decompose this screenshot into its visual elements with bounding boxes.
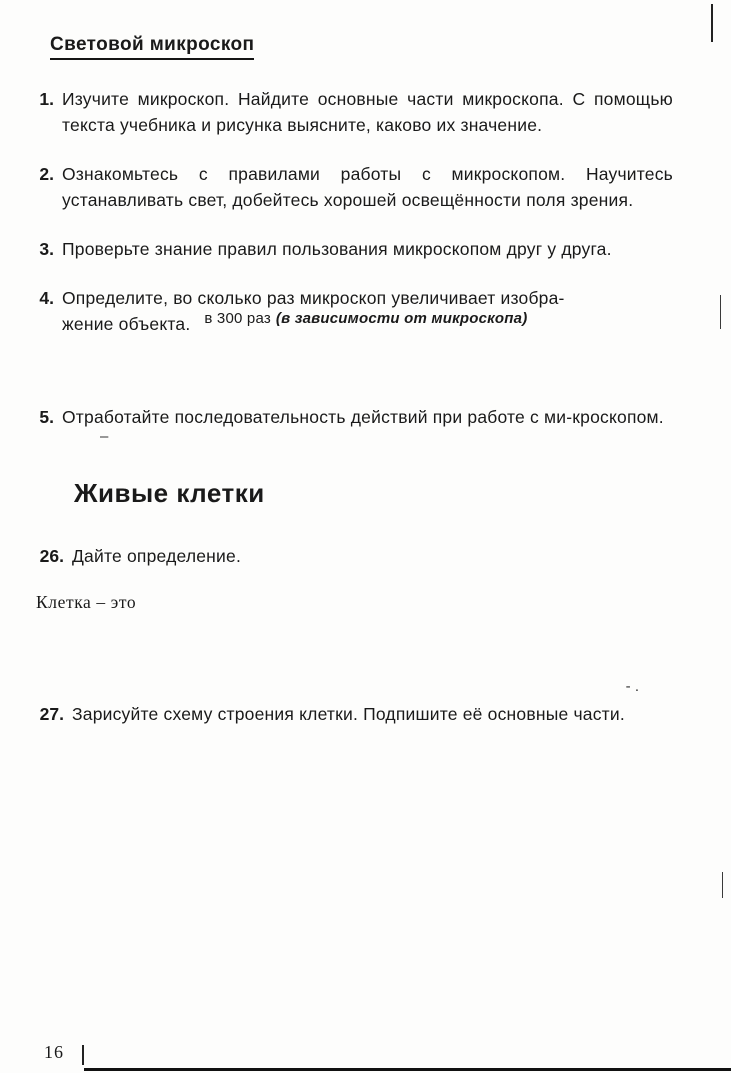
scan-artifact-dash: - . bbox=[625, 678, 639, 695]
task-text: Отработайте последовательность действий при работе с ми-кроскопом. bbox=[62, 407, 664, 427]
scan-artifact-line bbox=[722, 872, 723, 898]
scan-artifact-line bbox=[711, 4, 713, 42]
question-item-27 bbox=[28, 701, 673, 727]
task-text bbox=[62, 285, 673, 339]
task-item-5 bbox=[28, 404, 673, 430]
handwritten-answer bbox=[204, 306, 527, 332]
question-text: Дайте определение. bbox=[72, 546, 242, 566]
task-item-4 bbox=[28, 285, 673, 339]
bottom-rule bbox=[84, 1068, 731, 1071]
section-heading: Живые клетки bbox=[74, 478, 265, 508]
task-number: 1. bbox=[39, 89, 54, 109]
question-item-26 bbox=[28, 543, 673, 569]
vertical-gap bbox=[28, 362, 673, 404]
scan-artifact-dash: – bbox=[100, 428, 109, 445]
page-title: Световой микроскоп bbox=[50, 34, 254, 60]
question-number: 26. bbox=[39, 546, 64, 566]
task-text: Ознакомьтесь с правилами работы с микроскопом. Научитесь устанавливать свет, добейтесь хорошей освещённости поля зрения. bbox=[62, 164, 673, 210]
task-item-2 bbox=[28, 161, 673, 213]
question-text: Зарисуйте схему строения клетки. Подпишите её основные части. bbox=[72, 704, 625, 724]
scan-artifact-line bbox=[82, 1045, 84, 1065]
vertical-gap bbox=[28, 615, 673, 701]
task-4-line-2: жение объекта. bbox=[62, 314, 191, 334]
question-number: 27. bbox=[39, 704, 64, 724]
task-number: 2. bbox=[39, 164, 54, 184]
task-text: Проверьте знание правил пользования микроскопом друг у друга. bbox=[62, 239, 612, 259]
scan-artifact-line bbox=[720, 295, 721, 329]
task-number: 5. bbox=[39, 407, 54, 427]
task-number: 4. bbox=[39, 288, 54, 308]
title-wrap bbox=[28, 34, 673, 86]
page-content bbox=[28, 34, 673, 747]
task-text: Изучите микроскоп. Найдите основные части микроскопа. С помощью текста учебника и рисунка выясните, каково их значение. bbox=[62, 89, 673, 135]
handwritten-answer-plain: в 300 раз bbox=[204, 310, 271, 327]
task-number: 3. bbox=[39, 239, 54, 259]
page-number: 16 bbox=[44, 1042, 64, 1062]
handwritten-answer-italic: (в зависимости от микроскопа) bbox=[275, 310, 528, 327]
task-item-3 bbox=[28, 236, 673, 262]
task-4-line-1: Определите, во сколько раз микроскоп увеличивает изобра- bbox=[62, 288, 565, 308]
definition-answer-line: Клетка – это bbox=[36, 592, 137, 612]
task-item-1 bbox=[28, 86, 673, 138]
